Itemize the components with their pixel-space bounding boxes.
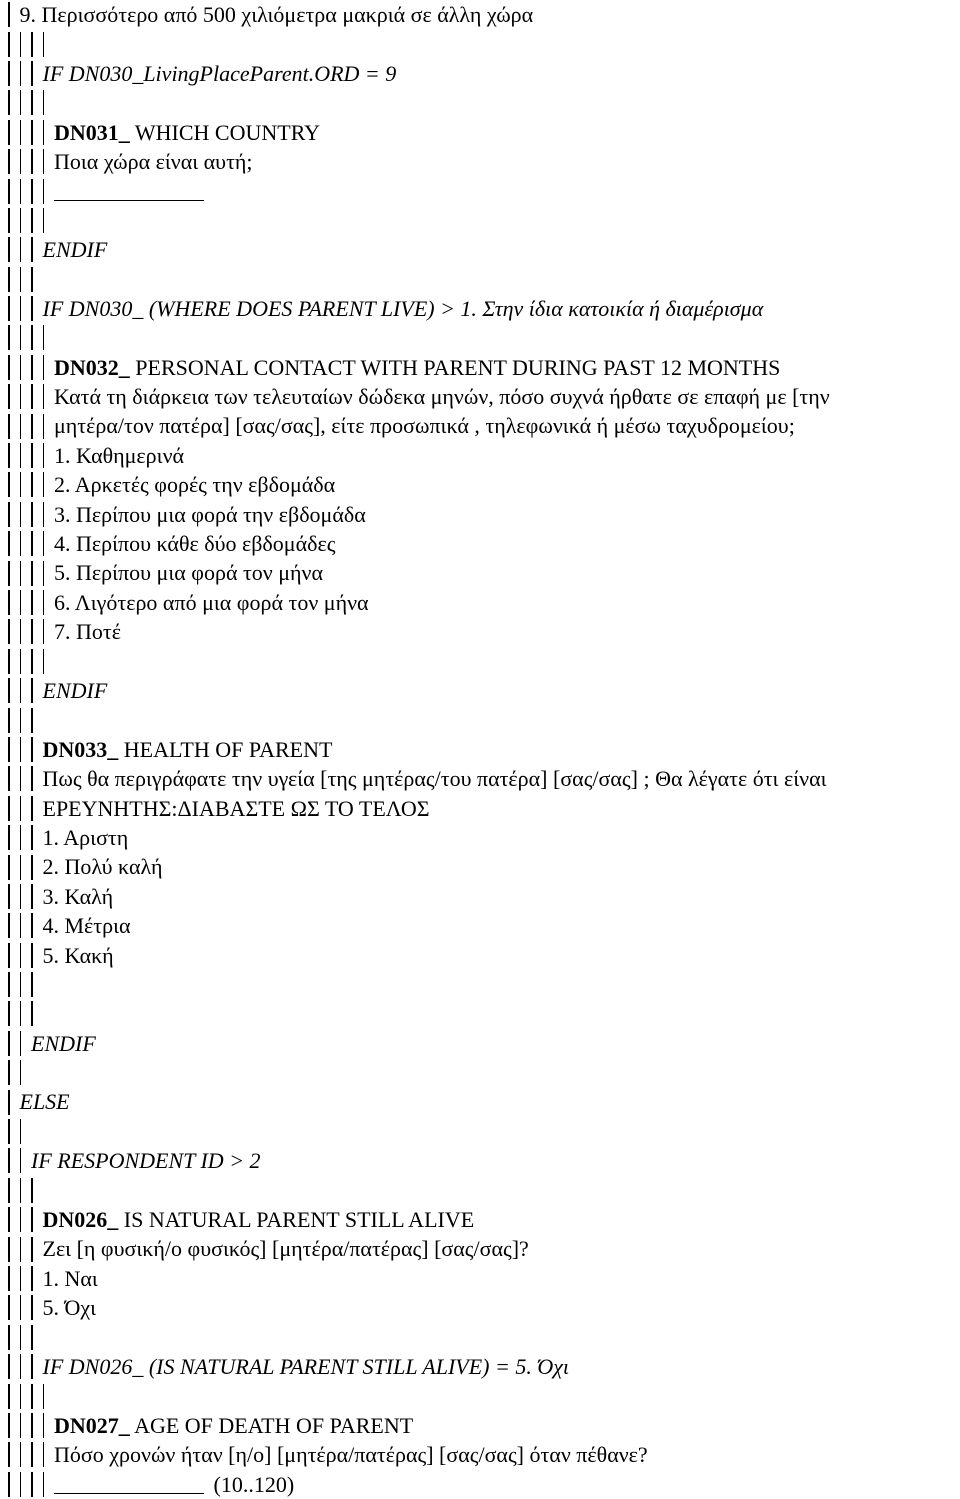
indent-bar <box>20 1472 22 1497</box>
indent-bar <box>20 1119 22 1144</box>
indent-bar <box>8 649 10 674</box>
indent-bar <box>8 972 10 997</box>
indent-bar <box>8 1237 10 1262</box>
indent-bar <box>31 1325 33 1350</box>
document-line <box>8 1440 960 1469</box>
indent-bar <box>31 502 33 527</box>
indent-bar <box>43 561 45 586</box>
indent-bar <box>43 472 45 497</box>
line-text: ELSE <box>19 1089 70 1115</box>
indent-bar <box>43 531 45 556</box>
indent-bar <box>20 1148 22 1173</box>
document-line <box>8 29 960 58</box>
line-text: Ποια χώρα είναι αυτή; <box>54 148 253 174</box>
indent-bar <box>8 1178 10 1203</box>
questionnaire-document <box>8 0 960 1499</box>
document-line <box>8 529 960 558</box>
document-line <box>8 235 960 264</box>
document-line <box>8 676 960 705</box>
indent-bar <box>31 649 33 674</box>
document-line <box>8 500 960 529</box>
line-text: Ζει [η φυσική/ο φυσικός] [μητέρα/πατέρας] [σας/σας]? <box>42 1236 529 1262</box>
indent-bar <box>31 32 33 57</box>
document-line <box>8 1029 960 1058</box>
indent-bar <box>8 1384 10 1409</box>
document-line <box>8 941 960 970</box>
indent-bar <box>20 678 22 703</box>
line-text: 4. Περίπου κάθε δύο εβδομάδες <box>54 531 336 557</box>
document-line <box>8 206 960 235</box>
indent-bar <box>8 472 10 497</box>
indent-bar <box>43 179 45 204</box>
indent-bar <box>20 1325 22 1350</box>
indent-bar <box>43 90 45 115</box>
indent-bar <box>8 1442 10 1467</box>
indent-bar <box>31 325 33 350</box>
indent-bar <box>8 561 10 586</box>
line-text: 1. Καθημερινά <box>54 442 185 468</box>
line-text: 2. Αρκετές φορές την εβδομάδα <box>54 472 336 498</box>
indent-bar <box>8 1472 10 1497</box>
indent-bar <box>31 1354 33 1379</box>
indent-bar <box>8 1266 10 1291</box>
indent-bar <box>31 590 33 615</box>
document-line <box>8 1058 960 1087</box>
indent-bar <box>31 414 33 439</box>
indent-bar <box>20 913 22 938</box>
indent-bar <box>43 355 45 380</box>
indent-bar <box>8 325 10 350</box>
question-code: DN027_ <box>54 1412 130 1438</box>
document-line <box>8 441 960 470</box>
indent-bar <box>20 855 22 880</box>
indent-bar <box>20 1413 22 1438</box>
indent-bar <box>31 296 33 321</box>
indent-bar <box>20 531 22 556</box>
indent-bar <box>31 208 33 233</box>
question-code: DN032_ <box>54 354 130 380</box>
indent-bar <box>20 1295 22 1320</box>
line-text: 7. Ποτέ <box>54 619 121 645</box>
line-text: IS NATURAL PARENT STILL ALIVE <box>118 1207 475 1233</box>
document-line <box>8 59 960 88</box>
line-text: IF RESPONDENT ID > 2 <box>31 1148 261 1174</box>
indent-bar <box>43 325 45 350</box>
indent-bar <box>8 414 10 439</box>
indent-bar <box>8 737 10 762</box>
indent-bar <box>31 678 33 703</box>
document-line <box>8 1176 960 1205</box>
indent-bar <box>31 1001 33 1026</box>
indent-bar <box>43 1384 45 1409</box>
indent-bar <box>20 1001 22 1026</box>
indent-bar <box>8 1207 10 1232</box>
indent-bar <box>20 1237 22 1262</box>
indent-bar <box>20 561 22 586</box>
indent-bar <box>20 590 22 615</box>
indent-bar <box>8 619 10 644</box>
indent-bar <box>31 1472 33 1497</box>
document-line <box>8 382 960 411</box>
line-text: IF DN030_ (WHERE DOES PARENT LIVE) > 1. Στην ίδια κατοικία ή διαμέρισμα <box>42 295 764 321</box>
indent-bar <box>8 120 10 145</box>
indent-bar <box>8 708 10 733</box>
indent-bar <box>8 796 10 821</box>
document-line <box>8 1323 960 1352</box>
indent-bar <box>8 384 10 409</box>
indent-bar <box>43 649 45 674</box>
line-text: Πως θα περιγράφατε την υγεία [της μητέρας/του πατέρα] [σας/σας] ; Θα λέγατε ότι είναι <box>42 766 827 792</box>
line-text: IF DN026_ (IS NATURAL PARENT STILL ALIVE) = 5. Όχι <box>42 1353 570 1379</box>
indent-bar <box>8 1090 10 1115</box>
document-line <box>8 1205 960 1234</box>
document-line <box>8 411 960 440</box>
indent-bar <box>31 384 33 409</box>
answer-blank <box>54 182 204 201</box>
indent-bar <box>43 619 45 644</box>
line-text: PERSONAL CONTACT WITH PARENT DURING PAST 12 MONTHS <box>129 354 781 380</box>
indent-bar <box>8 1060 10 1085</box>
indent-bar <box>31 561 33 586</box>
indent-bar <box>8 1001 10 1026</box>
indent-bar <box>20 1442 22 1467</box>
document-line <box>8 88 960 117</box>
document-line <box>8 794 960 823</box>
document-line <box>8 353 960 382</box>
indent-bar <box>8 355 10 380</box>
indent-bar <box>20 296 22 321</box>
indent-bar <box>8 1413 10 1438</box>
document-line <box>8 1146 960 1175</box>
question-code: DN026_ <box>42 1207 119 1233</box>
indent-bar <box>8 179 10 204</box>
line-text: IF DN030_LivingPlaceParent.ORD = 9 <box>42 60 397 86</box>
indent-bar <box>31 796 33 821</box>
line-text: AGE OF DEATH OF PARENT <box>129 1412 414 1438</box>
line-text: ΕΡΕΥΝΗΤΗΣ:ΔΙΑΒΑΣΤΕ ΩΣ ΤΟ ΤΕΛΟΣ <box>42 795 430 821</box>
indent-bar <box>31 61 33 86</box>
indent-bar <box>20 414 22 439</box>
document-line <box>8 970 960 999</box>
indent-bar <box>31 149 33 174</box>
document-line <box>8 176 960 205</box>
indent-bar <box>20 32 22 57</box>
line-text: 3. Περίπου μια φορά την εβδομάδα <box>54 501 366 527</box>
indent-bar <box>31 355 33 380</box>
indent-bar <box>20 208 22 233</box>
question-code: DN031_ <box>54 119 130 145</box>
indent-bar <box>31 267 33 292</box>
document-line <box>8 265 960 294</box>
line-text: 1. Αριστη <box>42 824 129 850</box>
indent-bar <box>8 1295 10 1320</box>
indent-bar <box>31 855 33 880</box>
line-text: Κατά τη διάρκεια των τελευταίων δώδεκα μηνών, πόσο συχνά ήρθατε σε επαφή με [την <box>54 384 830 410</box>
indent-bar <box>20 1384 22 1409</box>
document-line <box>8 764 960 793</box>
indent-bar <box>8 825 10 850</box>
indent-bar <box>20 472 22 497</box>
document-line <box>8 1352 960 1381</box>
indent-bar <box>31 708 33 733</box>
indent-bar <box>31 531 33 556</box>
line-text: 5. Όχι <box>42 1295 97 1321</box>
indent-bar <box>31 179 33 204</box>
indent-bar <box>8 1119 10 1144</box>
indent-bar <box>31 884 33 909</box>
indent-bar <box>31 120 33 145</box>
indent-bar <box>43 414 45 439</box>
indent-bar <box>8 855 10 880</box>
indent-bar <box>31 1178 33 1203</box>
line-text: HEALTH OF PARENT <box>118 736 333 762</box>
document-line <box>8 147 960 176</box>
line-text: 1. Ναι <box>42 1265 98 1291</box>
document-line <box>8 617 960 646</box>
question-code: DN033_ <box>42 736 119 762</box>
line-text: (10..120) <box>208 1471 295 1497</box>
indent-bar <box>20 884 22 909</box>
indent-bar <box>8 913 10 938</box>
indent-bar <box>20 90 22 115</box>
indent-bar <box>8 884 10 909</box>
indent-bar <box>8 1354 10 1379</box>
document-line <box>8 558 960 587</box>
indent-bar <box>43 208 45 233</box>
line-text: 4. Μέτρια <box>42 913 131 939</box>
indent-bar <box>8 32 10 57</box>
indent-bar <box>20 237 22 262</box>
indent-bar <box>31 1266 33 1291</box>
indent-bar <box>8 90 10 115</box>
indent-bar <box>20 325 22 350</box>
indent-bar <box>31 737 33 762</box>
document-line <box>8 0 960 29</box>
indent-bar <box>31 1237 33 1262</box>
indent-bar <box>20 766 22 791</box>
line-text: ENDIF <box>42 237 108 263</box>
indent-bar <box>20 384 22 409</box>
document-line <box>8 911 960 940</box>
indent-bar <box>8 2 10 27</box>
indent-bar <box>31 1442 33 1467</box>
indent-bar <box>43 149 45 174</box>
document-line <box>8 823 960 852</box>
indent-bar <box>20 502 22 527</box>
line-text: 5. Περίπου μια φορά τον μήνα <box>54 560 324 586</box>
indent-bar <box>31 972 33 997</box>
indent-bar <box>20 61 22 86</box>
document-line <box>8 852 960 881</box>
line-text: 5. Κακή <box>42 942 114 968</box>
indent-bar <box>8 1325 10 1350</box>
indent-bar <box>43 1413 45 1438</box>
indent-bar <box>20 267 22 292</box>
line-text: 2. Πολύ καλή <box>42 854 163 880</box>
line-text: Πόσο χρονών ήταν [η/ο] [μητέρα/πατέρας] [σας/σας] όταν πέθανε? <box>54 1442 648 1468</box>
indent-bar <box>31 943 33 968</box>
indent-bar <box>8 766 10 791</box>
indent-bar <box>8 1148 10 1173</box>
indent-bar <box>8 678 10 703</box>
document-line <box>8 588 960 617</box>
line-text: ENDIF <box>42 677 108 703</box>
indent-bar <box>8 502 10 527</box>
indent-bar <box>20 619 22 644</box>
indent-bar <box>8 443 10 468</box>
document-line <box>8 882 960 911</box>
indent-bar <box>31 766 33 791</box>
indent-bar <box>8 208 10 233</box>
indent-bar <box>20 1031 22 1056</box>
indent-bar <box>20 443 22 468</box>
document-line <box>8 705 960 734</box>
indent-bar <box>31 1384 33 1409</box>
document-line <box>8 1411 960 1440</box>
indent-bar <box>31 472 33 497</box>
indent-bar <box>20 825 22 850</box>
indent-bar <box>8 267 10 292</box>
indent-bar <box>20 943 22 968</box>
indent-bar <box>43 384 45 409</box>
indent-bar <box>8 149 10 174</box>
indent-bar <box>20 649 22 674</box>
document-line <box>8 1234 960 1263</box>
indent-bar <box>8 296 10 321</box>
indent-bar <box>8 531 10 556</box>
indent-bar <box>8 237 10 262</box>
line-text: μητέρα/τον πατέρα] [σας/σας], είτε προσωπικά , τηλεφωνικά ή μέσω ταχυδρομείου; <box>54 413 795 439</box>
indent-bar <box>20 355 22 380</box>
indent-bar <box>43 590 45 615</box>
indent-bar <box>20 1266 22 1291</box>
answer-blank <box>54 1475 204 1494</box>
indent-bar <box>43 443 45 468</box>
document-line <box>8 470 960 499</box>
document-line <box>8 1381 960 1410</box>
indent-bar <box>20 149 22 174</box>
indent-bar <box>8 590 10 615</box>
line-text: WHICH COUNTRY <box>129 119 321 145</box>
indent-bar <box>43 502 45 527</box>
document-line <box>8 735 960 764</box>
document-line <box>8 294 960 323</box>
line-text: 6. Λιγότερο από μια φορά τον μήνα <box>54 589 369 615</box>
indent-bar <box>31 619 33 644</box>
indent-bar <box>43 120 45 145</box>
indent-bar <box>31 825 33 850</box>
indent-bar <box>8 1031 10 1056</box>
indent-bar <box>20 1207 22 1232</box>
document-line <box>8 323 960 352</box>
document-line <box>8 1087 960 1116</box>
document-line <box>8 999 960 1028</box>
line-text: 3. Καλή <box>42 883 114 909</box>
line-text: 9. Περισσότερο από 500 χιλιόμετρα μακριά σε άλλη χώρα <box>19 2 534 27</box>
indent-bar <box>8 61 10 86</box>
indent-bar <box>31 237 33 262</box>
indent-bar <box>31 1295 33 1320</box>
indent-bar <box>43 1442 45 1467</box>
indent-bar <box>20 737 22 762</box>
document-line <box>8 1293 960 1322</box>
indent-bar <box>31 1207 33 1232</box>
indent-bar <box>20 796 22 821</box>
indent-bar <box>31 443 33 468</box>
indent-bar <box>20 1060 22 1085</box>
document-line <box>8 1117 960 1146</box>
indent-bar <box>43 1472 45 1497</box>
indent-bar <box>8 943 10 968</box>
indent-bar <box>20 179 22 204</box>
indent-bar <box>20 1178 22 1203</box>
indent-bar <box>31 1413 33 1438</box>
indent-bar <box>31 913 33 938</box>
indent-bar <box>20 120 22 145</box>
document-line <box>8 118 960 147</box>
line-text: ENDIF <box>31 1030 96 1056</box>
indent-bar <box>20 708 22 733</box>
document-line <box>8 647 960 676</box>
indent-bar <box>20 1354 22 1379</box>
indent-bar <box>31 90 33 115</box>
indent-bar <box>20 972 22 997</box>
document-line <box>8 1264 960 1293</box>
indent-bar <box>43 32 45 57</box>
